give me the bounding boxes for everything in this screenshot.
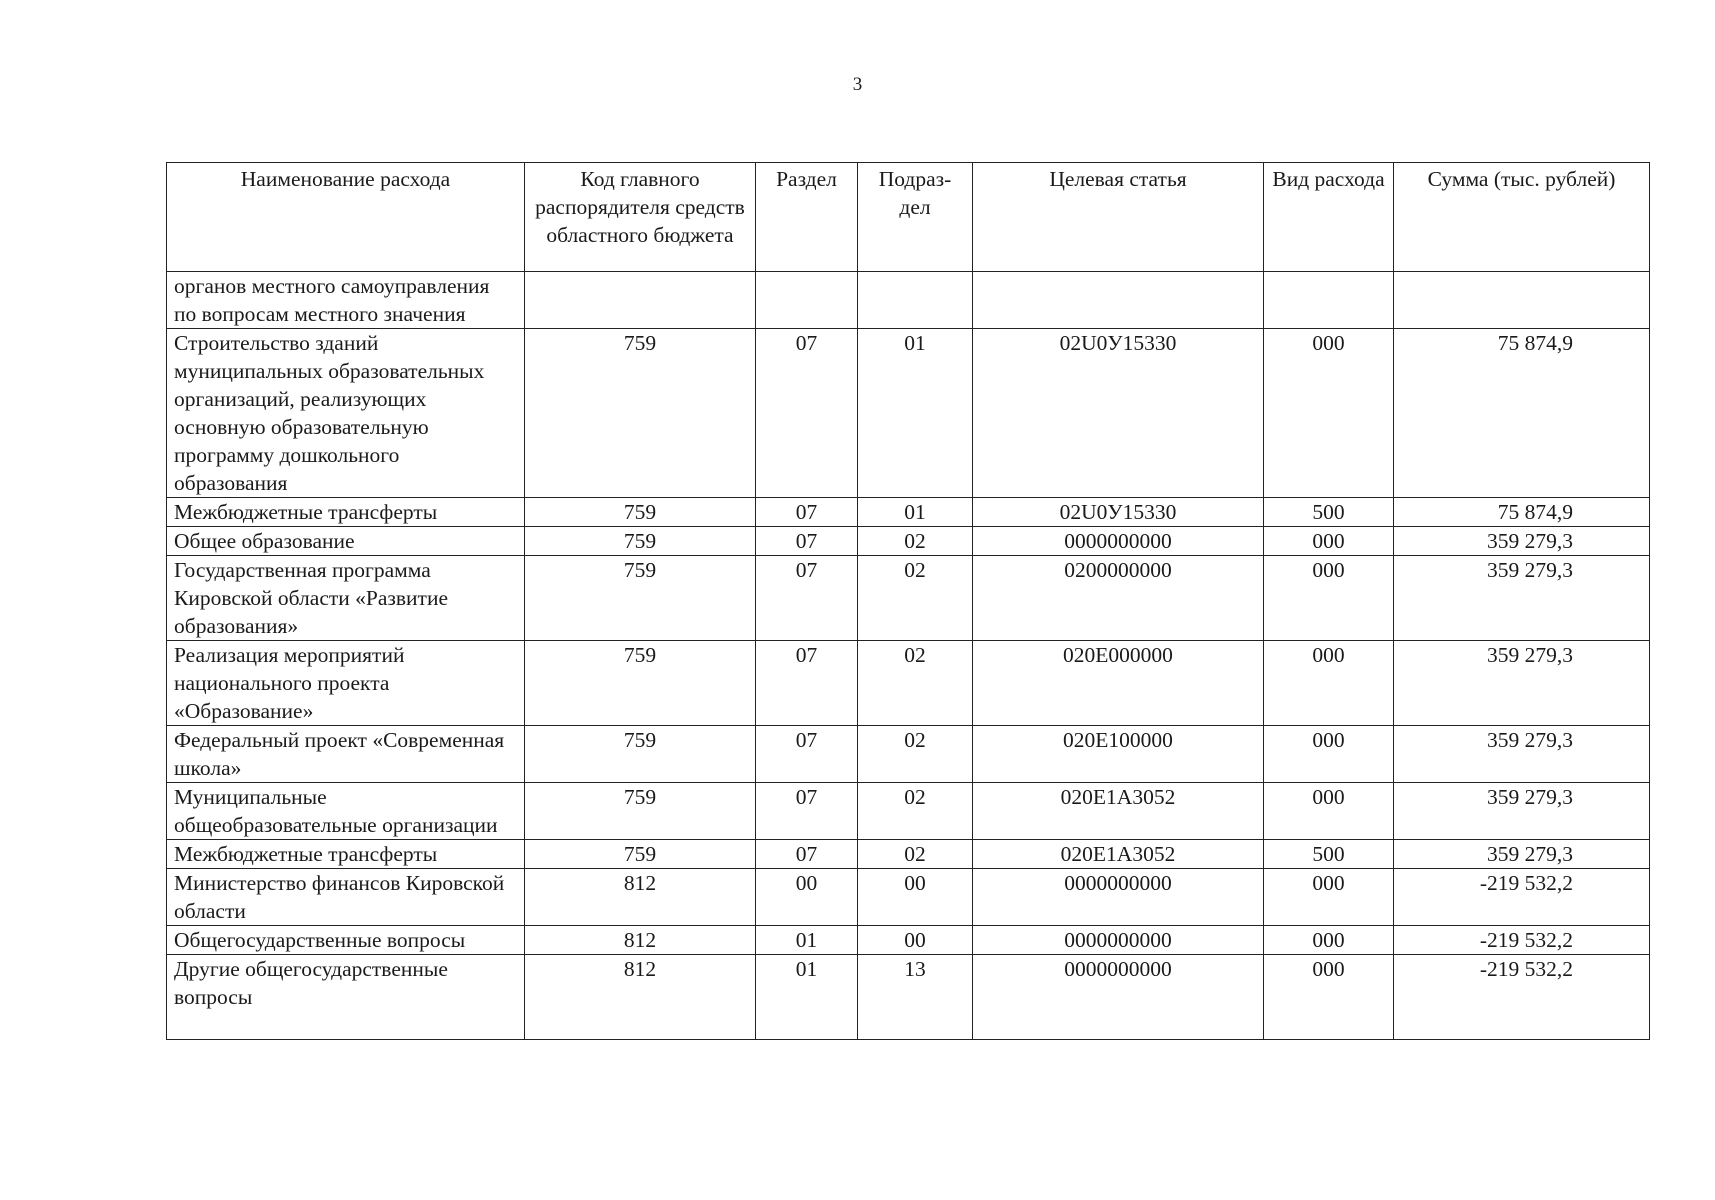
cell-section: 07	[756, 527, 858, 556]
table-row	[167, 527, 1650, 556]
cell-section: 07	[756, 329, 858, 498]
table-row	[167, 869, 1650, 926]
cell-target	[973, 272, 1264, 329]
cell-subsection: 02	[858, 783, 973, 840]
cell-name: Государственная программа Кировской области «Развитие образования»	[167, 556, 525, 641]
cell-section: 07	[756, 840, 858, 869]
cell-sum: -219 532,2	[1394, 869, 1650, 926]
header-target: Целевая статья	[973, 163, 1264, 272]
cell-code: 759	[525, 527, 756, 556]
cell-subsection: 00	[858, 926, 973, 955]
cell-sum: 359 279,3	[1394, 783, 1650, 840]
cell-name: Межбюджетные трансферты	[167, 498, 525, 527]
cell-target: 020E1A3052	[973, 840, 1264, 869]
cell-code	[525, 272, 756, 329]
table-row	[167, 840, 1650, 869]
budget-table	[166, 162, 1650, 1040]
header-type: Вид расхода	[1264, 163, 1394, 272]
header-code: Код главного распорядителя средств областного бюджета	[525, 163, 756, 272]
cell-section: 01	[756, 955, 858, 1040]
cell-sum: 359 279,3	[1394, 641, 1650, 726]
table-row	[167, 926, 1650, 955]
cell-sum	[1394, 272, 1650, 329]
cell-sum: 75 874,9	[1394, 498, 1650, 527]
cell-subsection: 02	[858, 527, 973, 556]
cell-section: 07	[756, 498, 858, 527]
cell-subsection: 02	[858, 840, 973, 869]
table-row	[167, 955, 1650, 1040]
cell-section: 00	[756, 869, 858, 926]
cell-subsection: 01	[858, 498, 973, 527]
cell-sum: 359 279,3	[1394, 726, 1650, 783]
cell-name: Муниципальные общеобразовательные организации	[167, 783, 525, 840]
cell-type: 000	[1264, 955, 1394, 1040]
cell-section: 07	[756, 556, 858, 641]
cell-section: 01	[756, 926, 858, 955]
header-sum: Сумма (тыс. рублей)	[1394, 163, 1650, 272]
cell-subsection: 00	[858, 869, 973, 926]
table-row	[167, 641, 1650, 726]
cell-code: 759	[525, 329, 756, 498]
cell-code: 759	[525, 783, 756, 840]
table-row	[167, 556, 1650, 641]
cell-section	[756, 272, 858, 329]
cell-sum: -219 532,2	[1394, 926, 1650, 955]
table-row	[167, 272, 1650, 329]
cell-code: 812	[525, 926, 756, 955]
cell-subsection	[858, 272, 973, 329]
cell-type: 000	[1264, 869, 1394, 926]
cell-code: 759	[525, 556, 756, 641]
cell-subsection: 02	[858, 726, 973, 783]
table-row	[167, 783, 1650, 840]
cell-type: 000	[1264, 641, 1394, 726]
cell-type: 000	[1264, 726, 1394, 783]
cell-section: 07	[756, 641, 858, 726]
cell-name: Федеральный проект «Современная школа»	[167, 726, 525, 783]
cell-type: 000	[1264, 926, 1394, 955]
cell-subsection: 02	[858, 641, 973, 726]
cell-target: 020E000000	[973, 641, 1264, 726]
cell-section: 07	[756, 726, 858, 783]
cell-name: Министерство финансов Кировской области	[167, 869, 525, 926]
cell-target: 020E1A3052	[973, 783, 1264, 840]
cell-target: 0000000000	[973, 926, 1264, 955]
cell-type: 000	[1264, 329, 1394, 498]
cell-code: 812	[525, 869, 756, 926]
cell-name: Строительство зданий муниципальных образовательных организаций, реализующих основную образовательную программу дошкольного образования	[167, 329, 525, 498]
cell-type	[1264, 272, 1394, 329]
cell-name: Другие общегосударственные вопросы	[167, 955, 525, 1040]
cell-sum: 359 279,3	[1394, 527, 1650, 556]
cell-name: органов местного самоуправления по вопросам местного значения	[167, 272, 525, 329]
table-row	[167, 498, 1650, 527]
cell-name: Общегосударственные вопросы	[167, 926, 525, 955]
cell-subsection: 01	[858, 329, 973, 498]
cell-type: 000	[1264, 556, 1394, 641]
header-name: Наименование расхода	[167, 163, 525, 272]
cell-sum: 359 279,3	[1394, 840, 1650, 869]
cell-name: Межбюджетные трансферты	[167, 840, 525, 869]
cell-target: 020E100000	[973, 726, 1264, 783]
cell-target: 0000000000	[973, 527, 1264, 556]
cell-name: Общее образование	[167, 527, 525, 556]
table-row	[167, 329, 1650, 498]
cell-name: Реализация мероприятий национального проекта «Образование»	[167, 641, 525, 726]
cell-target: 02U0У15330	[973, 498, 1264, 527]
header-row	[167, 163, 1650, 272]
cell-sum: -219 532,2	[1394, 955, 1650, 1040]
cell-type: 000	[1264, 783, 1394, 840]
cell-subsection: 02	[858, 556, 973, 641]
cell-target: 0000000000	[973, 955, 1264, 1040]
cell-target: 02U0У15330	[973, 329, 1264, 498]
cell-code: 759	[525, 498, 756, 527]
cell-target: 0200000000	[973, 556, 1264, 641]
cell-type: 500	[1264, 840, 1394, 869]
cell-section: 07	[756, 783, 858, 840]
header-section: Раздел	[756, 163, 858, 272]
header-subsection: Подраз-дел	[858, 163, 973, 272]
cell-subsection: 13	[858, 955, 973, 1040]
cell-type: 500	[1264, 498, 1394, 527]
cell-code: 759	[525, 840, 756, 869]
cell-code: 759	[525, 641, 756, 726]
cell-type: 000	[1264, 527, 1394, 556]
cell-sum: 359 279,3	[1394, 556, 1650, 641]
cell-code: 759	[525, 726, 756, 783]
cell-sum: 75 874,9	[1394, 329, 1650, 498]
cell-target: 0000000000	[973, 869, 1264, 926]
table-row	[167, 726, 1650, 783]
page-number: 3	[852, 74, 863, 95]
cell-code: 812	[525, 955, 756, 1040]
